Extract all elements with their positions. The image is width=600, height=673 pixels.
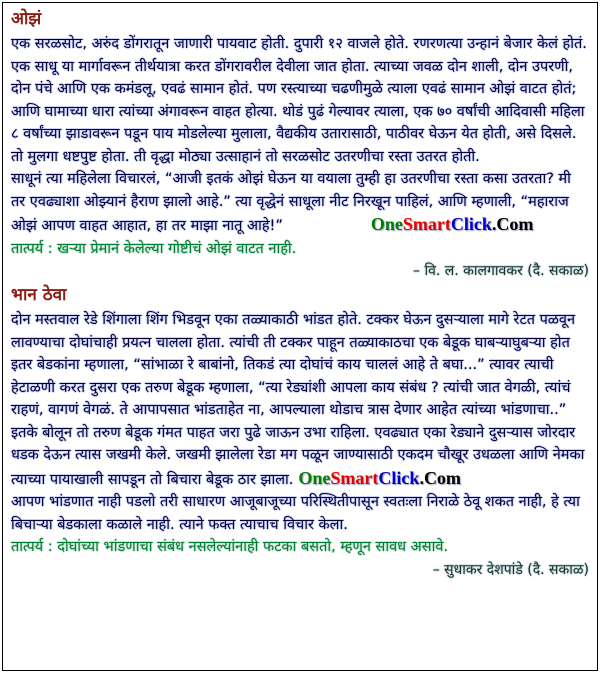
watermark-onesmartclick [298,468,461,488]
story1-paragraph-2 [11,168,589,238]
watermark-part-smart: Smart [330,467,379,488]
story2-attribution: – सुधाकर देशपांडे (दै. सकाळ) [432,561,589,578]
watermark-part-com: .Com [419,467,461,488]
story2-paragraph-1 [11,309,589,491]
watermark-part-click: Click [450,214,492,234]
document-page [2,2,598,671]
story1-paragraph-2-text: साधूनं त्या महिलेला विचारलं, “आजी इतकं ओझं घेऊन या वयाला तुम्ही हा उतरणीचा रस्ता कसा उतरता? मी तर एवढ्याशा ओझ्यानं हैराण झालो आहे.” त्या वृद्धेनं साधूला नीट निरखून पाहिलं, आणि म्हणाली, “महाराज ओझं आपण वाहत आहात, हा तर माझा नातू आहे!” [11,171,571,234]
story-1 [11,8,589,282]
watermark-part-one: One [370,214,403,234]
watermark-part-click: Click [378,467,420,488]
watermark-part-smart: Smart [402,214,451,234]
story1-attribution: – वि. ल. कालगावकर (दै. सकाळ) [413,263,589,279]
story2-paragraph-1-text: दोन मस्तवाल रेडे शिंगाला शिंग भिडवून एका तळ्याकाठी भांडत होते. टक्कर घेऊन दुसऱ्याला मागे रेटत पळवून लावण्याचा दोघांचाही प्रयत्न चालला होता. त्यांची ती टक्कर पाहून तळ्याकाठचा एक बेडूक घाबऱ्याघुबऱ्या होत इतर बेडकांना म्हणाला, “सांभाळा रे बाबांनो, तिकडं त्या दोघांचं काय चाललं आहे ते बघा...” त्यावर त्याची हेटाळणी करत दुसरा एक तरुण बेडूक म्हणाला, “त्या रेड्यांशी आपला काय संबंध ? त्यांची जात वेगळी, त्यांचं राहणं, वागणं वेगळं. ते आपापसात भांडताहेत ना, आपल्याला थोडाच त्रास देणार आहेत त्यांच्या भांडणाचा..” इतके बोलून तो तरुण बेडूक गंमत पाहत जरा पुढे जाऊन उभा राहिला. एवढ्यात एका रेड्याने दुसऱ्यास जोरदार धडक देऊन त्यास जखमी केले. जखमी झालेला रेडा मग पळून जाण्यासाठी एकदम चौखूर उधळला आणि नेमका त्याच्या पायाखाली सापडून तो बिचारा बेडूक ठार झाला. [11,312,585,488]
story1-moral: तात्पर्य : खऱ्या प्रेमानं केलेल्या गोष्टीचं ओझं वाटत नाही. [11,240,297,257]
story1-paragraph-1: एक सरळसोट, अरुंद डोंगरातून जाणारी पायवाट होती. दुपारी १२ वाजले होते. रणरणत्या उन्हानं बेजार केलं होतं. एक साधू या मार्गावरून तीर्थयात्रा करत डोंगरावरील देवीला जात होता. त्याच्या जवळ दोन शाली, दोन उपरणी, दोन पंचे आणि एक कमंडलू, एवढं सामान होतं. पण रस्त्याच्या चढणीमुळे त्याला एवढं सामान ओझं वाटत होतं; आणि घामाच्या धारा त्यांच्या अंगावरून वाहत होत्या. थोडं पुढं गेल्यावर त्याला, एक ७० वर्षांची आदिवासी महिला ८ वर्षांच्या झाडावरून पडून पाय मोडलेल्या मुलाला, वैद्यकीय उतारासाठी, पाठीवर घेऊन येत होती, असे दिसले. तो मुलगा धष्टपुष्ट होता. ती वृद्धा मोठ्या उत्साहानं तो सरळसोट उतरणीचा रस्ता उतरत होती. [11,36,587,165]
story1-heading: ओझं [11,9,42,29]
story2-moral: तात्पर्य : दोघांच्या भांडणाचा संबंध नसलेल्यांनाही फटका बसतो, म्हणून सावध असावे. [11,539,448,555]
watermark-part-com: .Com [491,214,534,234]
watermark-part-one: One [298,467,331,488]
watermark-onesmartclick [371,214,534,234]
story-2 [11,284,589,581]
story2-paragraph-2: आपण भांडणात नाही पडलो तरी साधारण आजूबाजूच्या परिस्थितीपासून स्वतःला निराळे ठेवू शकत नाही, हे त्या बिचाऱ्या बेडकाला कळाले नाही. त्याने फक्त त्याचाच विचार केला. [11,494,580,533]
story2-heading: भान ठेवा [11,285,67,305]
